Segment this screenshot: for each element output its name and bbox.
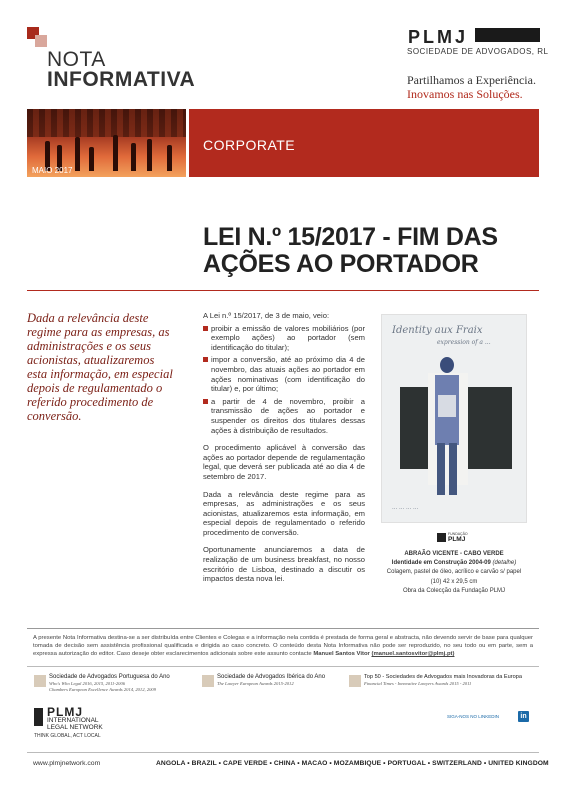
body-paragraph: Dada a relevância deste regime para as empresas, as administrações e os seus acionistas, atualizaremos esta informação, em especial depois de regulamentado o referido procedimento de conversão. [203, 489, 365, 537]
award-title: Sociedade de Advogados Portuguesa do Ano [49, 674, 170, 680]
network-slogan: THINK GLOBAL, ACT LOCAL [34, 733, 101, 739]
award-source: Financial Times - Innovative Lawyers Awards 2015 - 2011 [364, 681, 472, 686]
artwork-size: (10) 42 x 29,5 cm [430, 578, 478, 585]
linkedin-icon[interactable]: in [518, 711, 529, 722]
footer-divider [27, 628, 539, 629]
award-icon [34, 675, 46, 687]
artwork-artist: ABRAÃO VICENTE - CABO VERDE [404, 551, 504, 557]
award-source: The Lawyer European Awards 2015-2012 [217, 681, 294, 686]
award-title: Top 50 - Sociedades de Advogados mais Inovadoras da Europa [364, 674, 522, 680]
artwork-image [381, 314, 527, 523]
artwork-detail: (detalhe) [492, 560, 517, 567]
article-title-line1: LEI N.º 15/2017 - FIM DAS [203, 223, 498, 251]
issue-date: MAIO 2017 [32, 166, 73, 175]
brand-logo-bar [475, 28, 540, 42]
award-title: Sociedade de Advogados Ibérica do Ano [217, 674, 326, 680]
brand-logo: PLMJ [408, 27, 469, 47]
tagline-solutions: Inovamos nas Soluções. [407, 87, 523, 101]
award-icon [202, 675, 214, 687]
article-title [203, 224, 498, 278]
network-logo-mark [34, 708, 43, 726]
nota-logo-icon [27, 27, 47, 47]
foundation-logo-small: FUNDAÇÃO [448, 532, 468, 536]
article-title-line2: AÇÕES AO PORTADOR [203, 250, 479, 278]
website-link[interactable]: www.plmjnetwork.com [33, 760, 101, 767]
artwork-collection: Obra da Colecção da Fundação PLMJ [402, 587, 506, 594]
intro-pullquote: Dada a relevância deste regime para as empresas, as administrações e os seus acionistas, atualizaremos esta informação, em especial depois de regulamentado o referido procedimento de conversão. [27, 311, 173, 423]
article-body [203, 311, 365, 592]
countries-list: ANGOLA • BRAZIL • CAPE VERDE • CHINA • MACAO • MOZAMBIQUE • PORTUGAL • SWITZERLAND • UNITED KINGDOM [156, 760, 549, 767]
body-lead: A Lei n.º 15/2017, de 3 de maio, veio: [203, 311, 330, 320]
artwork-scribble: expression of a ... [437, 339, 491, 346]
artwork-scribble: ... ... ... ... [392, 505, 419, 511]
contact-email-link[interactable]: (manuel.santosvitor@plmj.pt) [371, 651, 455, 658]
publication-title-line1: NOTA [47, 48, 106, 71]
body-bullet-list [203, 324, 365, 436]
brand-subtitle: SOCIEDADE DE ADVOGADOS, RL [407, 47, 549, 56]
title-divider [27, 290, 539, 291]
artwork-title-text: Identidade em Construção 2004-09 [391, 560, 491, 567]
publication-title-line2: INFORMATIVA [47, 68, 196, 91]
disclaimer-text: A presente Nota Informativa destina-se a ser distribuída entre Clientes e Colegas e a informação nela contida é prestada de forma geral e abstracta, não devendo servir de base para qualquer tomada de decisão sem assistência profissional qualificada e dirigida ao caso concreto. O conteúdo desta Nota Informativa não pode ser reproduzido, no seu todo ou em parte, sem a expressa autorização do editor. Caso deseje obter esclarecimentos adicionais sobre este assunto contacte [33, 635, 533, 658]
foundation-logo [437, 532, 468, 545]
tagline-experience: Partilhamos a Experiência. [407, 73, 536, 87]
artwork-title [381, 559, 527, 568]
bottom-divider [27, 752, 539, 753]
award-icon [349, 675, 361, 687]
body-paragraph: O procedimento aplicável à conversão das ações ao portador depende de regulamentação legal, que deverá ser publicada até ao dia 4 de setembro de 2017. [203, 443, 365, 481]
awards-divider [27, 666, 539, 667]
network-logo-brand: PLMJ [47, 705, 84, 719]
publication-title [47, 50, 195, 90]
banner-photo [27, 109, 186, 177]
artwork-scribble: Identity aux Fraix [392, 325, 483, 336]
network-logo-line1: INTERNATIONAL [47, 717, 99, 724]
list-item: impor a conversão, até ao próximo dia 4 de novembro, das atuais ações ao portador em ações nominativas (com identificação do titular) e, por último; [203, 355, 365, 393]
body-paragraph: Oportunamente anunciaremos a data de realização de um business breakfast, no nosso escritório de Lisboa, destinado a discutir os impactos desta nova lei. [203, 545, 365, 584]
award-source: Who's Who Legal 2016, 2015, 2011-2006 [49, 681, 126, 686]
legal-disclaimer [33, 634, 533, 659]
list-item: a partir de 4 de novembro, proibir a transmissão de ações ao portador e suspender os direitos dos titulares dessas ações à distribuição de resultados. [203, 397, 365, 435]
section-label: CORPORATE [203, 137, 296, 153]
list-item: proibir a emissão de valores mobiliários (por exemplo ações) ao portador (sem identificação do titular); [203, 324, 365, 353]
linkedin-label[interactable]: SIGA-NOS NO LINKEDIN [447, 714, 500, 719]
network-logo-line2: LEGAL NETWORK [47, 724, 103, 731]
artwork-caption [381, 550, 527, 596]
foundation-logo-name: PLMJ [448, 536, 466, 543]
contact-name: Manuel Santos Vitor [313, 651, 370, 658]
artwork-medium: Colagem, pastel de óleo, acrílico e carvão s/ papel [386, 569, 522, 576]
award-source: Chambers European Excellence Awards 2014, 2012, 2009 [49, 687, 157, 692]
